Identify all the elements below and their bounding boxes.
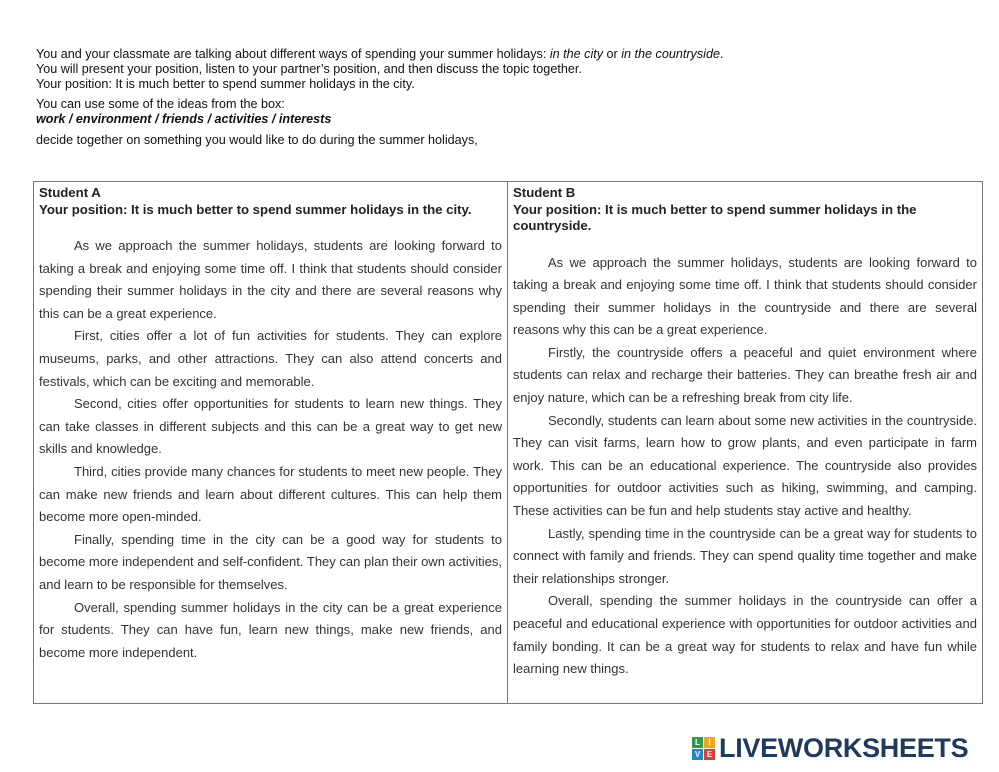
liveworksheets-logo <box>692 733 968 763</box>
student-b-paragraph: Secondly, students can learn about some new activities in the countryside. They can visit farms, learn how to grow plants, and even participate in farm work. This can be an educational experience. The countryside also provides opportunities for outdoor activities such as hiking, swimming, and camping. These activities can be fun and help students stay active and healthy. <box>513 412 977 519</box>
student-a-paragraph: Finally, spending time in the city can be a good way for students to become more independent and self-confident. They can plan their own activities, and learn to be responsible for themselves. <box>39 531 502 592</box>
student-a-paragraph: Overall, spending summer holidays in the city can be a great experience for students. They can have fun, learn new things, make new friends, and become more independent. <box>39 599 502 660</box>
ideas-box: work / environment / friends / activities / interests <box>36 112 332 126</box>
student-b-column <box>508 182 982 703</box>
student-b-paragraph: As we approach the summer holidays, students are looking forward to taking a break and enjoying some time off. I think that students should consider spending their summer holidays in the countryside and there are several reasons why this can be a great experience. <box>513 254 977 338</box>
option-city: in the city <box>549 47 604 61</box>
decide-line: decide together on something you would like to do during the summer holidays, <box>36 133 478 147</box>
student-b-position: Your position: It is much better to spend summer holidays in the countryside. <box>513 201 917 233</box>
intro-line-2: You will present your position, listen to your partner’s position, and then discuss the topic together. <box>36 62 582 76</box>
student-a-paragraph: First, cities offer a lot of fun activities for students. They can explore museums, parks, and other attractions. They can also attend concerts and festivals, which can be exciting and memorable. <box>39 328 502 389</box>
positions-table <box>33 181 983 704</box>
student-b-paragraph: Lastly, spending time in the countryside can be a great way for students to connect with family and friends. They can spend quality time together and make their relationships stronger. <box>513 525 977 586</box>
liveworksheets-logo-icon: L I V E <box>692 737 715 760</box>
student-a-text <box>39 235 502 664</box>
instructions <box>36 47 976 148</box>
student-b-paragraph: Overall, spending the summer holidays in the countryside can offer a peaceful and educational experience with opportunities for outdoor activities and family bonding. It can be a great way for students to relax and have fun while learning new things. <box>513 593 977 677</box>
student-a-paragraph: As we approach the summer holidays, students are looking forward to taking a break and enjoying some time off. I think that students should consider spending their summer holidays in the city and there are several reasons why this can be a great experience. <box>39 238 502 321</box>
student-a-position: Your position: It is much better to spend summer holidays in the city. <box>39 201 472 217</box>
student-a-header: Student A <box>39 185 101 200</box>
student-a-paragraph: Second, cities offer opportunities for students to learn new things. They can take classes in different subjects and this can be a great way to get new skills and knowledge. <box>39 396 502 457</box>
student-b-text <box>513 252 977 681</box>
logo-text: LIVEWORKSHEETS <box>719 732 969 763</box>
intro-line-3: Your position: It is much better to spend summer holidays in the city. <box>36 77 415 91</box>
intro-line-1: You and your classmate are talking about different ways of spending your summer holidays: in the city or in the countryside. <box>36 47 724 61</box>
option-countryside: in the countryside <box>621 47 720 61</box>
student-a-paragraph: Third, cities provide many chances for students to meet new people. They can make new friends and learn about different cultures. This can help them become more open-minded. <box>39 463 502 525</box>
student-b-header: Student B <box>513 185 576 200</box>
student-a-column <box>34 182 508 703</box>
student-b-paragraph: Firstly, the countryside offers a peaceful and quiet environment where students can relax and recharge their batteries. They can breathe fresh air and enjoy nature, which can be a refreshing break from city life. <box>513 344 977 406</box>
ideas-intro: You can use some of the ideas from the box: <box>36 97 285 111</box>
